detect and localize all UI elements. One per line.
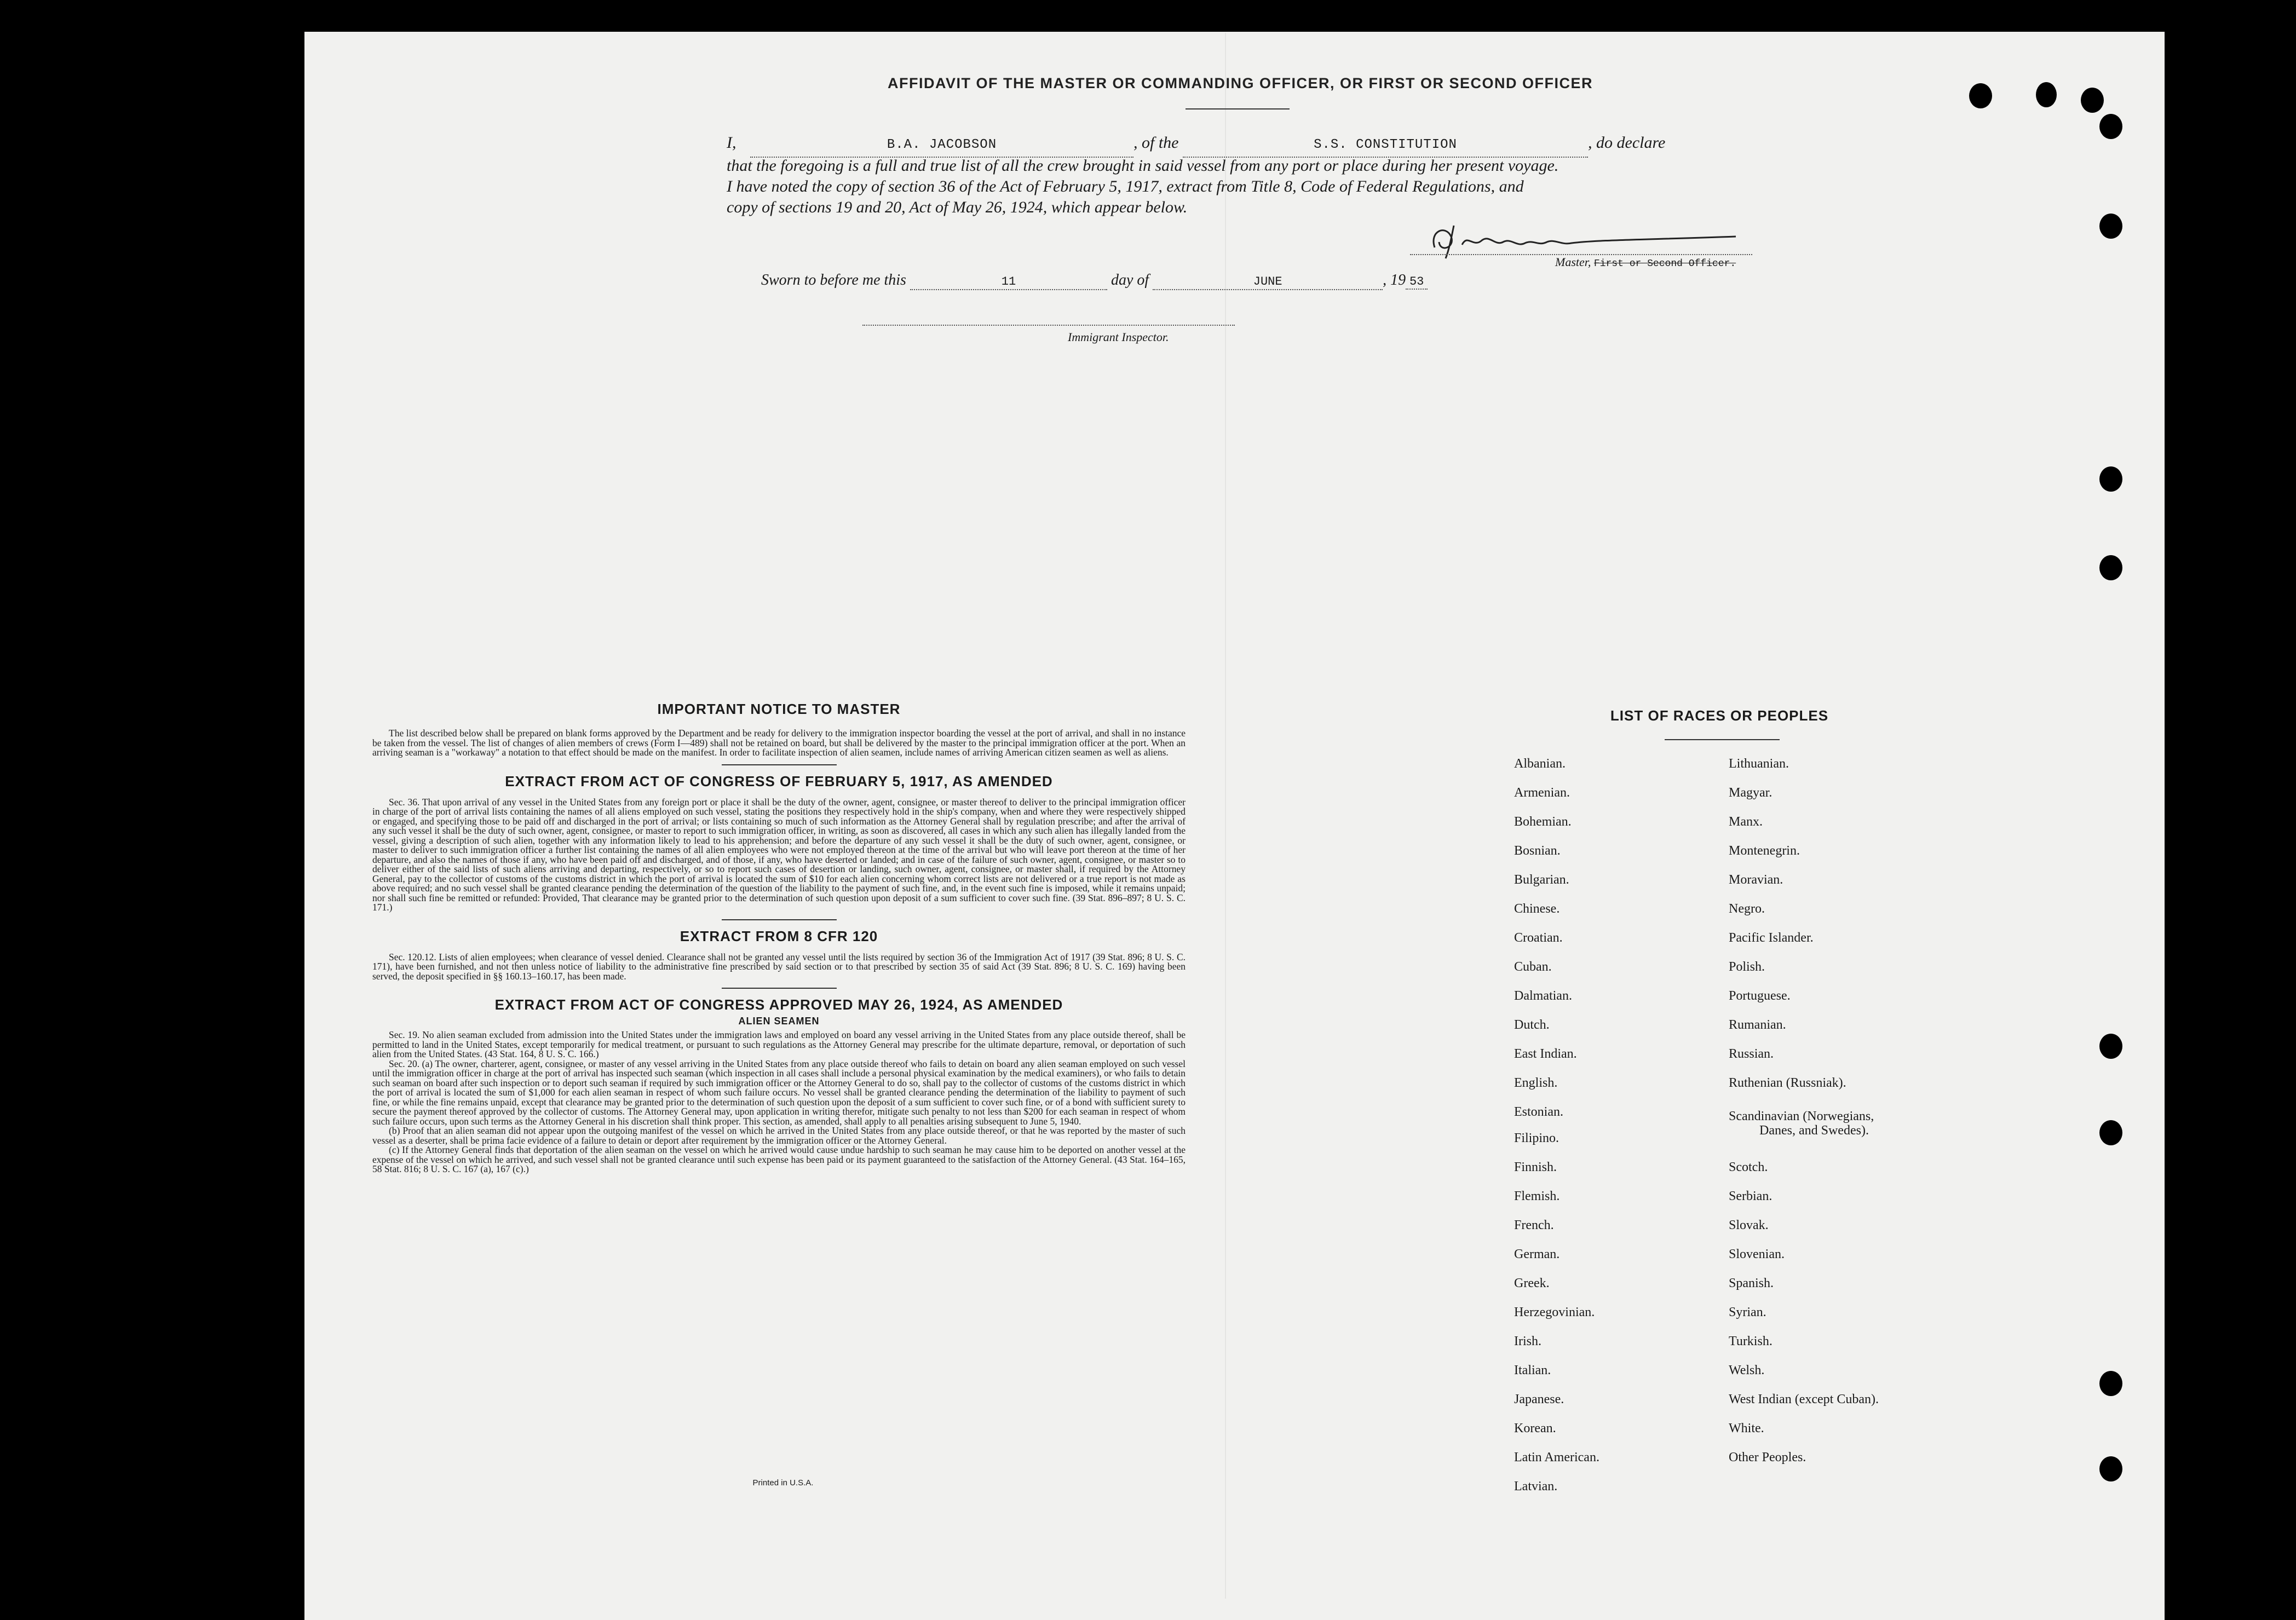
race-item: Chinese. bbox=[1514, 902, 1560, 916]
race-item: Cuban. bbox=[1514, 960, 1552, 974]
notice-title: IMPORTANT NOTICE TO MASTER bbox=[657, 701, 901, 717]
race-item: Korean. bbox=[1514, 1421, 1556, 1435]
race-item: Bohemian. bbox=[1514, 815, 1572, 829]
race-item: French. bbox=[1514, 1218, 1554, 1232]
race-item: German. bbox=[1514, 1247, 1560, 1261]
race-item: Turkish. bbox=[1729, 1334, 1773, 1348]
race-item: White. bbox=[1729, 1421, 1764, 1435]
race-item: Flemish. bbox=[1514, 1189, 1560, 1203]
race-item: Negro. bbox=[1729, 902, 1765, 916]
punch-hole bbox=[2099, 214, 2122, 239]
declaration-line-3: I have noted the copy of section 36 of the Act of February 5, 1917, extract from Title 8, Code of Federal Regulations, and bbox=[727, 177, 1524, 195]
extract-1924-paragraph: Sec. 19. No alien seaman excluded from admission into the United States under the immigration laws and employed on board any vessel arriving in the United States from any place outside thereof, shall be permitted to land in the United States, except temporarily for medical treatment, or pursuant to such regulations as the Attorney General may prescribe for the ultimate departure, removal, or deportation of such alien from the United States. (43 Stat. 164, 8 U. S. C. 166.) bbox=[372, 1029, 1186, 1059]
race-item: Italian. bbox=[1514, 1363, 1551, 1377]
declaration-line-1 bbox=[727, 131, 1751, 158]
race-item: Bulgarian. bbox=[1514, 873, 1569, 887]
vessel-name: S.S. CONSTITUTION bbox=[1314, 137, 1457, 152]
race-item: Russian. bbox=[1729, 1047, 1774, 1061]
race-item: Other Peoples. bbox=[1729, 1450, 1806, 1465]
races-rule bbox=[1665, 739, 1780, 740]
extract-1924-paragraph: Sec. 20. (a) The owner, charterer, agent, consignee, or master of any vessel arriving in the United States from any place outside thereof who fails to detain on board any alien seaman employed on such vessel until the immigration officer in charge at the port of arrival has inspected such seaman (which inspection in all cases shall include a personal physical examination by the medical examiners), or who fails to detain such seaman on board after such inspection or to deport such seaman if required by such immigration officer or the Attorney General to do so, shall pay to the collector of customs of the customs district in which the port of arrival is located the sum of $1,000 for each alien seaman in respect of whom such failure occurs. No vessel shall be granted clearance pending the determination of the liability to payment of such fine, or while the fine remains unpaid, except that clearance may be granted prior to the determination of such question upon the deposit of a sum sufficient to cover such fine, or of a bond with sufficient surety to secure the payment thereof approved by the collector of customs. The Attorney General may, upon application in writing therefor, mitigate such penalty to not less than $200 for each seaman in respect of whom such failure occurs, upon such terms as the Attorney General in his discretion shall think proper. This section, as amended, shall apply to all penalties arising subsequent to June 5, 1940. bbox=[372, 1058, 1186, 1127]
race-item: Latin American. bbox=[1514, 1450, 1599, 1465]
race-item: Filipino. bbox=[1514, 1131, 1560, 1145]
extract-1924-title: EXTRACT FROM ACT OF CONGRESS APPROVED MAY 26, 1924, AS AMENDED bbox=[494, 996, 1063, 1013]
punch-hole bbox=[1969, 83, 1992, 108]
affidavit-title: AFFIDAVIT OF THE MASTER OR COMMANDING OFFICER, OR FIRST OR SECOND OFFICER bbox=[888, 75, 1593, 91]
declaration-line-2: that the foregoing is a full and true list of all the crew brought in said vessel from any port or place during her present voyage. bbox=[727, 157, 1559, 175]
punch-hole bbox=[2099, 114, 2122, 139]
sworn-month: JUNE bbox=[1253, 275, 1282, 289]
punch-hole bbox=[2099, 1456, 2122, 1481]
extract-cfr-body: Sec. 120.12. Lists of alien employees; when clearance of vessel denied. Clearance shall not be granted any vessel until the lists required by section 36 of the Immigration Act of 1917 (39 Stat. 896; 8 U. S. C. 171), have been furnished, and not then unless notice of liability to the administrative fine prescribed by said section or to that prescribed by section 35 of said Act (39 Stat. 896; 8 U. S. C. 169) having been served, the deposit specified in §§ 160.13–160.17, has been made. bbox=[372, 951, 1186, 982]
race-item: Latvian. bbox=[1514, 1479, 1558, 1494]
race-item: Welsh. bbox=[1729, 1363, 1765, 1377]
race-item: Serbian. bbox=[1729, 1189, 1773, 1203]
race-item: Manx. bbox=[1729, 815, 1763, 829]
extract-cfr-title: EXTRACT FROM 8 CFR 120 bbox=[680, 927, 878, 944]
race-item: Slovak. bbox=[1729, 1218, 1769, 1232]
i-label: I, bbox=[727, 134, 736, 152]
master-caption: Master, First or Second Officer. bbox=[1555, 255, 1736, 269]
race-item: Portuguese. bbox=[1729, 989, 1791, 1003]
race-item: Rumanian. bbox=[1729, 1018, 1786, 1032]
race-item: Spanish. bbox=[1729, 1276, 1774, 1290]
race-item: Montenegrin. bbox=[1729, 844, 1800, 858]
race-item: West Indian (except Cuban). bbox=[1729, 1392, 1879, 1406]
printed-in-usa: Printed in U.S.A. bbox=[752, 1478, 814, 1488]
race-item: Dalmatian. bbox=[1514, 989, 1572, 1003]
race-item: Albanian. bbox=[1514, 757, 1566, 771]
section-rule bbox=[722, 919, 837, 920]
punch-hole bbox=[2099, 1034, 2122, 1059]
punch-hole bbox=[2099, 1120, 2122, 1145]
punch-hole bbox=[2081, 88, 2104, 113]
extract-1917-title: EXTRACT FROM ACT OF CONGRESS OF FEBRUARY 5, 1917, AS AMENDED bbox=[505, 772, 1053, 789]
punch-hole bbox=[2099, 1371, 2122, 1396]
sworn-year: 53 bbox=[1406, 275, 1428, 290]
sworn-line: Sworn to before me this 11 day of JUNE , 19 53 bbox=[761, 272, 1550, 290]
race-item: Herzegovinian. bbox=[1514, 1305, 1595, 1319]
races-title: LIST OF RACES OR PEOPLES bbox=[1610, 707, 1829, 724]
declaration-line-4: copy of sections 19 and 20, Act of May 26, 1924, which appear below. bbox=[727, 198, 1188, 216]
inspector-signature-line bbox=[862, 325, 1235, 326]
race-item: Polish. bbox=[1729, 960, 1765, 974]
legal-extracts bbox=[372, 701, 1186, 1174]
punch-hole bbox=[2036, 82, 2057, 107]
race-item: Ruthenian (Russniak). bbox=[1729, 1076, 1846, 1090]
sworn-day: 11 bbox=[1001, 275, 1016, 289]
punch-hole bbox=[2099, 466, 2122, 492]
of-the-label: , of the bbox=[1133, 134, 1179, 152]
extract-1924-paragraph: (c) If the Attorney General finds that deportation of the alien seaman on the vessel on which he arrived would cause undue hardship to such seaman he may cause him to be deported on another vessel at the expense of the vessel on which he arrived, and such vessel shall not be granted clearance until such expense has been paid or its payment guaranteed to the satisfaction of the Attorney General. (43 Stat. 164–165, 58 Stat. 816; 8 U. S. C. 167 (a), 167 (c).) bbox=[372, 1144, 1186, 1174]
race-item: Armenian. bbox=[1514, 786, 1570, 800]
race-item: Irish. bbox=[1514, 1334, 1541, 1348]
do-declare-label: , do declare bbox=[1588, 134, 1666, 152]
race-item: Danes, and Swedes). bbox=[1759, 1123, 1869, 1138]
section-rule bbox=[722, 988, 837, 989]
race-item: Bosnian. bbox=[1514, 844, 1561, 858]
alien-seamen-subtitle: ALIEN SEAMEN bbox=[738, 1016, 820, 1027]
notice-body: The list described below shall be prepared on blank forms approved by the Department and be ready for delivery to the immigration inspector boarding the vessel at the port of arrival, and shall in no instance be taken from the vessel. The list of changes of alien members of crews (Form I—489) shall not be retained on board, but shall be delivered by the master to the principal immigration officer at the port. When an arriving seaman is a "workaway" a notation to that effect should be made on the manifest. In order to facilitate inspection of alien seamen, include names of arriving American citizen seamen as well as aliens. bbox=[372, 728, 1186, 758]
race-item: Magyar. bbox=[1729, 786, 1773, 800]
race-item: Estonian. bbox=[1514, 1105, 1563, 1119]
title-rule bbox=[1186, 108, 1290, 109]
center-fold bbox=[1225, 33, 1226, 1599]
race-item: Dutch. bbox=[1514, 1018, 1550, 1032]
race-item: Scandinavian (Norwegians, bbox=[1729, 1109, 1874, 1123]
extract-1917-body: Sec. 36. That upon arrival of any vessel in the United States from any foreign port or place it shall be the duty of the owner, agent, consignee, or master thereof to deliver to the principal immigration officer in charge of the port of arrival lists containing the names of all aliens employed on such vessel, stating the positions they respectively hold in the ship's company, when and where they were respectively shipped or engaged, and specifying those to be paid off and discharged in the port of arrival; or lists containing so much of such information as the Attorney General shall by regulation prescribe; and after the arrival of any such vessel it shall be the duty of such owner, agent, consignee, or master to report to such immigration officer, in writing, as soon as discovered, all cases in which any such alien has illegally landed from the vessel, giving a description of such alien, together with any information likely to lead to his apprehension; and before the departure of any such vessel it shall be the duty of such owner, agent, consignee, or master to deliver to such immigration officer a further list containing the names of all alien employees who were not employed thereon at the time of the arrival but who will leave port thereon at the time of her departure, and also the names of those if any, who have been paid off and discharged, and of those, if any, who have deserted or landed; and in case of the failure of such owner, agent, consignee, or master so to deliver either of the said lists of such aliens arriving and departing, respectively, or so to report such cases of desertion or landing, such owner, agent, consignee, or master shall, if required by the Attorney General, pay to the collector of customs of the customs district in which the port of arrival is located the sum of $10 for each alien concerning whom correct lists are not delivered or a true report is not made as above required; and no such vessel shall be granted clearance pending the determination of the question of the liability to the payment of such fine, and, in the event such fine is imposed, while it remains unpaid; nor shall such fine be remitted or refunded: Provided, That clearance may be granted prior to the determination of such question upon deposit of a sum sufficient to cover such fine. (39 Stat. 896–897; 8 U. S. C. 171.) bbox=[372, 796, 1186, 913]
race-item: Scotch. bbox=[1729, 1160, 1768, 1174]
race-item: Croatian. bbox=[1514, 931, 1563, 945]
race-item: East Indian. bbox=[1514, 1047, 1577, 1061]
master-name: B.A. JACOBSON bbox=[887, 137, 997, 152]
race-item: Greek. bbox=[1514, 1276, 1550, 1290]
race-item: Slovenian. bbox=[1729, 1247, 1785, 1261]
struck-officer-title: First or Second Officer. bbox=[1593, 258, 1736, 269]
punch-hole bbox=[2099, 555, 2122, 580]
race-item: Syrian. bbox=[1729, 1305, 1766, 1319]
extract-1924-paragraph: (b) Proof that an alien seaman did not appear upon the outgoing manifest of the vessel on which he arrived in the United States from any place outside thereof, or that he was reported by the master of such vessel as a deserter, shall be prima facie evidence of a failure to detain or deport after requirement by the immigration officer or the Attorney General. bbox=[372, 1125, 1186, 1146]
race-item: Moravian. bbox=[1729, 873, 1783, 887]
race-item: Lithuanian. bbox=[1729, 757, 1789, 771]
race-item: Pacific Islander. bbox=[1729, 931, 1814, 945]
race-item: English. bbox=[1514, 1076, 1558, 1090]
section-rule bbox=[722, 764, 837, 765]
race-item: Japanese. bbox=[1514, 1392, 1564, 1406]
inspector-caption: Immigrant Inspector. bbox=[1068, 330, 1169, 344]
race-item: Finnish. bbox=[1514, 1160, 1557, 1174]
